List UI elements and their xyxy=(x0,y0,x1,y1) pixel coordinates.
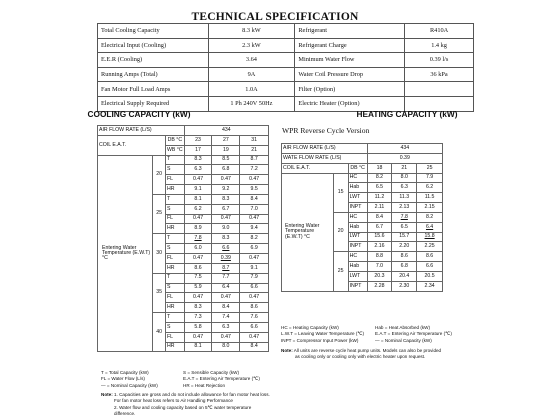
table-cell: 6.5 xyxy=(392,222,417,232)
row-label: FL xyxy=(166,293,185,303)
table-cell: 8.6 xyxy=(417,252,443,262)
table-cell: 0.47 xyxy=(212,175,240,185)
legend-item: — = Nominal Capacity (kW) xyxy=(375,337,432,343)
table-cell: 0.47 xyxy=(240,332,269,342)
spec-label: Total Cooling Capacity xyxy=(98,24,209,39)
table-cell: 2.11 xyxy=(367,203,392,213)
row-label: Hab xyxy=(348,222,367,232)
table-cell: 20.5 xyxy=(417,271,443,281)
row-label: T xyxy=(166,234,185,244)
table-cell: 8.8 xyxy=(367,252,392,262)
row-label: FL xyxy=(166,214,185,224)
table-cell: 2.16 xyxy=(367,242,392,252)
db-value: 25 xyxy=(417,163,443,173)
table-cell: 6.3 xyxy=(184,165,212,175)
table-cell: 9.1 xyxy=(184,185,212,195)
ewt-value: 35 xyxy=(153,273,166,312)
table-cell: 15.7 xyxy=(392,232,417,242)
legend-item: Hab = Heat Absorbed (kW) xyxy=(375,325,431,330)
row-label: T xyxy=(166,155,185,165)
table-cell: 6.8 xyxy=(212,165,240,175)
db-row xyxy=(98,135,269,145)
table-cell: 7.6 xyxy=(240,313,269,323)
spec-label: Electric Heater (Option) xyxy=(295,96,405,111)
ewt-value: 20 xyxy=(153,155,166,194)
air-flow-row xyxy=(282,144,443,154)
table-cell: 0.47 xyxy=(240,214,269,224)
table-cell: 8.3 xyxy=(184,155,212,165)
heating-capacity-table xyxy=(281,143,443,292)
spec-value: 1.0A xyxy=(208,82,295,97)
row-label: S xyxy=(166,204,185,214)
row-label: T xyxy=(166,313,185,323)
note-line: All units are reverse cycle heat pump units. Models can also be provided xyxy=(293,348,442,353)
table-cell: 6.3 xyxy=(392,183,417,193)
table-cell: 9.5 xyxy=(240,185,269,195)
spec-label: Minimum Water Flow xyxy=(295,53,405,68)
row-label: S xyxy=(166,283,185,293)
table-cell: 7.8 xyxy=(392,212,417,222)
table-cell: 6.7 xyxy=(212,204,240,214)
table-cell: 8.2 xyxy=(367,173,392,183)
table-cell: 0.47 xyxy=(240,175,269,185)
db-label: DB °C xyxy=(348,163,367,173)
heating-subtitle: WPR Reverse Cycle Version xyxy=(282,126,370,135)
row-label: HR xyxy=(166,185,185,195)
row-label: T xyxy=(166,194,185,204)
table-cell: 6.9 xyxy=(240,244,269,254)
table-cell: 8.3 xyxy=(184,303,212,313)
cooling-notes xyxy=(101,392,270,417)
table-cell: 9.0 xyxy=(212,224,240,234)
table-cell: 8.4 xyxy=(367,212,392,222)
table-cell: 2.25 xyxy=(417,242,443,252)
spec-label: Refrigerant Charge xyxy=(295,38,405,53)
spec-row xyxy=(98,24,474,39)
wb-value: 17 xyxy=(184,145,212,155)
table-cell: 6.6 xyxy=(240,283,269,293)
legend-item: L.W.T = Leaving Water Temperature (℃) xyxy=(281,331,365,337)
table-cell: 9.4 xyxy=(240,224,269,234)
spec-value: 1.4 kg xyxy=(405,38,474,53)
ewt-value: 25 xyxy=(153,194,166,233)
legend-item: HC = Heating Capacity (kW) xyxy=(281,325,339,330)
table-cell: 7.4 xyxy=(212,313,240,323)
row-label: S xyxy=(166,322,185,332)
table-cell: 6.2 xyxy=(417,183,443,193)
legend-item: INPT = Compressor Input Power (kW) xyxy=(281,337,359,343)
table-cell: 2.15 xyxy=(417,203,443,213)
table-cell: 2.30 xyxy=(392,281,417,291)
table-cell: 8.1 xyxy=(184,342,212,352)
table-cell: 6.7 xyxy=(367,222,392,232)
table-cell: 7.5 xyxy=(184,273,212,283)
table-cell: 8.4 xyxy=(240,194,269,204)
legend-item: T = Total Capacity (kW) xyxy=(101,370,149,375)
spec-label: Electrical Supply Required xyxy=(98,96,209,111)
table-cell: 8.6 xyxy=(184,263,212,273)
table-row xyxy=(282,173,443,183)
spec-label: Filter (Option) xyxy=(295,82,405,97)
table-cell: 6.4 xyxy=(417,222,443,232)
air-flow-value: 434 xyxy=(367,144,442,154)
row-label: HC xyxy=(348,173,367,183)
table-cell: 6.5 xyxy=(367,183,392,193)
db-value: 23 xyxy=(184,135,212,145)
table-cell: 7.3 xyxy=(184,313,212,323)
heating-heading: HEATING CAPACITY (kW) xyxy=(356,109,458,119)
table-cell: 8.4 xyxy=(240,342,269,352)
table-cell: 0.47 xyxy=(212,332,240,342)
note-line: For fan motor heat loss refers to Air Handling Performance xyxy=(114,398,233,404)
air-flow-label: AIR FLOW RATE (L/S) xyxy=(282,144,368,154)
row-label: HR xyxy=(166,224,185,234)
table-cell: 2.13 xyxy=(392,203,417,213)
spec-label: Running Amps (Total) xyxy=(98,67,209,82)
ewt-value: 30 xyxy=(153,234,166,273)
spec-value: 1 Ph 240V 50Hz xyxy=(208,96,295,111)
table-cell: 6.3 xyxy=(212,322,240,332)
table-cell: 0.39 xyxy=(212,253,240,263)
db-value: 27 xyxy=(212,135,240,145)
legend-item: — = Nominal Capacity (kW) xyxy=(101,382,158,388)
table-cell: 15.8 xyxy=(417,232,443,242)
table-cell: 9.2 xyxy=(212,185,240,195)
cooling-legend-left xyxy=(101,370,158,389)
table-cell: 8.6 xyxy=(392,252,417,262)
note-line: difference. xyxy=(114,411,136,417)
table-cell: 7.2 xyxy=(240,165,269,175)
db-value: 18 xyxy=(367,163,392,173)
air-flow-label: AIR FLOW RATE (L/S) xyxy=(98,126,185,136)
page-title: TECHNICAL SPECIFICATION xyxy=(191,11,359,23)
table-cell: 8.0 xyxy=(212,342,240,352)
ewt-value: 15 xyxy=(333,173,348,212)
table-cell: 0.47 xyxy=(184,175,212,185)
ewt-value: 20 xyxy=(333,212,348,251)
table-cell: 11.5 xyxy=(417,193,443,203)
row-label: INPT xyxy=(348,281,367,291)
air-flow-value: 434 xyxy=(184,126,268,136)
ewt-value: 25 xyxy=(333,252,348,291)
spec-row xyxy=(98,38,474,53)
table-cell: 7.8 xyxy=(184,234,212,244)
table-cell: 6.0 xyxy=(184,244,212,254)
spec-row xyxy=(98,53,474,68)
row-label: FL xyxy=(166,332,185,342)
table-cell: 8.2 xyxy=(240,234,269,244)
row-label: S xyxy=(166,244,185,254)
ewt-label: Entering Water Temperature (E.W.T) °C xyxy=(98,155,153,352)
row-label: Hab xyxy=(348,262,367,272)
spec-value xyxy=(405,82,474,97)
table-cell: 7.0 xyxy=(240,204,269,214)
spec-value: 2.3 kW xyxy=(208,38,295,53)
table-cell: 8.7 xyxy=(212,263,240,273)
wb-label: WB °C xyxy=(166,145,185,155)
table-cell: 8.2 xyxy=(417,212,443,222)
legend-item: E.A.T = Entering Air Temperature (℃) xyxy=(183,376,260,382)
ewt-label: Entering Water Temperature (E.W.T) °C xyxy=(282,173,334,291)
coil-label: COIL E.A.T. xyxy=(98,135,166,155)
legend-item: E.A.T = Entering Air Temperature (℃) xyxy=(375,331,452,337)
db-label: DB °C xyxy=(166,135,185,145)
ewt-value: 40 xyxy=(153,313,166,352)
table-cell: 2.28 xyxy=(367,281,392,291)
row-label: LWT xyxy=(348,232,367,242)
table-cell: 8.3 xyxy=(212,234,240,244)
spec-label: E.E.R (Cooling) xyxy=(98,53,209,68)
row-label: LWT xyxy=(348,193,367,203)
table-cell: 8.7 xyxy=(240,155,269,165)
table-cell: 5.8 xyxy=(184,322,212,332)
table-cell: 8.4 xyxy=(212,303,240,313)
table-cell: 5.9 xyxy=(184,283,212,293)
spec-row xyxy=(98,82,474,97)
cooling-heading: COOLING CAPACITY (kW) xyxy=(87,109,191,119)
table-cell: 8.3 xyxy=(212,194,240,204)
table-cell: 20.4 xyxy=(392,271,417,281)
table-cell: 7.9 xyxy=(240,273,269,283)
spec-row xyxy=(98,67,474,82)
legend-item: FL = Water Flow (L/s) xyxy=(101,376,145,382)
row-label: INPT xyxy=(348,242,367,252)
row-label: FL xyxy=(166,175,185,185)
legend-item: HR = Heat Rejection xyxy=(183,382,226,388)
note-line: as cooling only or cooling only with electric heater upon request. xyxy=(295,354,426,360)
notes-label: Note: xyxy=(101,392,113,397)
table-cell: 2.34 xyxy=(417,281,443,291)
legend-item: S = Sensible Capacity (kW) xyxy=(183,370,240,375)
db-row xyxy=(282,163,443,173)
heating-notes xyxy=(281,348,441,361)
wb-value: 19 xyxy=(212,145,240,155)
row-label: Hab xyxy=(348,183,367,193)
table-cell: 6.2 xyxy=(184,204,212,214)
table-cell: 6.4 xyxy=(212,283,240,293)
table-cell: 0.47 xyxy=(212,293,240,303)
table-cell: 2.20 xyxy=(392,242,417,252)
spec-label: Refrigerant xyxy=(295,24,405,39)
table-cell: 0.47 xyxy=(184,253,212,263)
spec-label: Water Coil Pressure Drop xyxy=(295,67,405,82)
spec-value: 0.39 l/s xyxy=(405,53,474,68)
air-flow-row xyxy=(98,126,269,136)
table-cell: 0.47 xyxy=(184,332,212,342)
row-label: HR xyxy=(166,342,185,352)
heating-legend-left xyxy=(281,325,364,344)
row-label: T xyxy=(166,273,185,283)
table-cell: 9.1 xyxy=(240,263,269,273)
note-line: 2. Water flow and cooling capacity based on 5℃ water temperature xyxy=(114,404,252,410)
table-cell: 11.2 xyxy=(367,193,392,203)
spec-value: 36 kPa xyxy=(405,67,474,82)
water-flow-row xyxy=(282,153,443,163)
row-label: HR xyxy=(166,303,185,313)
table-cell: 15.6 xyxy=(367,232,392,242)
row-label: HR xyxy=(166,263,185,273)
row-label: INPT xyxy=(348,203,367,213)
spec-value: R410A xyxy=(405,24,474,39)
table-cell: 7.7 xyxy=(212,273,240,283)
notes-lines xyxy=(114,392,270,418)
table-cell: 0.47 xyxy=(212,214,240,224)
water-flow-value: 0.39 xyxy=(367,153,442,163)
coil-label: COIL E.A.T. xyxy=(282,163,349,173)
table-cell: 8.0 xyxy=(392,173,417,183)
water-flow-label: WATE FLOW RATE (L/S) xyxy=(282,153,368,163)
notes-label: Note: xyxy=(281,348,293,353)
spec-table xyxy=(97,23,474,112)
row-label: FL xyxy=(166,253,185,263)
note-line: 1. Capacities are gross and do not include allowance for fan motor heat loss. xyxy=(114,392,270,397)
heating-legend-right xyxy=(375,325,452,344)
cooling-capacity-table xyxy=(97,125,269,352)
spec-value: 8.3 kW xyxy=(208,24,295,39)
table-cell: 0.47 xyxy=(184,214,212,224)
table-cell: 7.0 xyxy=(367,262,392,272)
table-cell: 7.9 xyxy=(417,173,443,183)
row-label: HC xyxy=(348,252,367,262)
table-cell: 8.5 xyxy=(212,155,240,165)
table-cell: 20.3 xyxy=(367,271,392,281)
table-cell: 8.1 xyxy=(184,194,212,204)
table-cell: 0.47 xyxy=(240,253,269,263)
row-label: S xyxy=(166,165,185,175)
table-cell: 6.6 xyxy=(212,244,240,254)
spec-label: Fan Motor Full Load Amps xyxy=(98,82,209,97)
table-cell: 6.8 xyxy=(392,262,417,272)
table-cell: 0.47 xyxy=(240,293,269,303)
cooling-legend-right xyxy=(183,370,260,389)
table-row xyxy=(98,155,269,165)
row-label: LWT xyxy=(348,271,367,281)
wb-value: 21 xyxy=(240,145,269,155)
db-value: 21 xyxy=(392,163,417,173)
table-cell: 8.6 xyxy=(240,303,269,313)
table-cell: 11.3 xyxy=(392,193,417,203)
db-value: 31 xyxy=(240,135,269,145)
spec-value: 3.64 xyxy=(208,53,295,68)
table-cell: 6.6 xyxy=(417,262,443,272)
table-cell: 8.9 xyxy=(184,224,212,234)
row-label: HC xyxy=(348,212,367,222)
table-cell: 6.6 xyxy=(240,322,269,332)
spec-value: 9A xyxy=(208,67,295,82)
table-cell: 0.47 xyxy=(184,293,212,303)
spec-label: Electrical Input (Cooling) xyxy=(98,38,209,53)
